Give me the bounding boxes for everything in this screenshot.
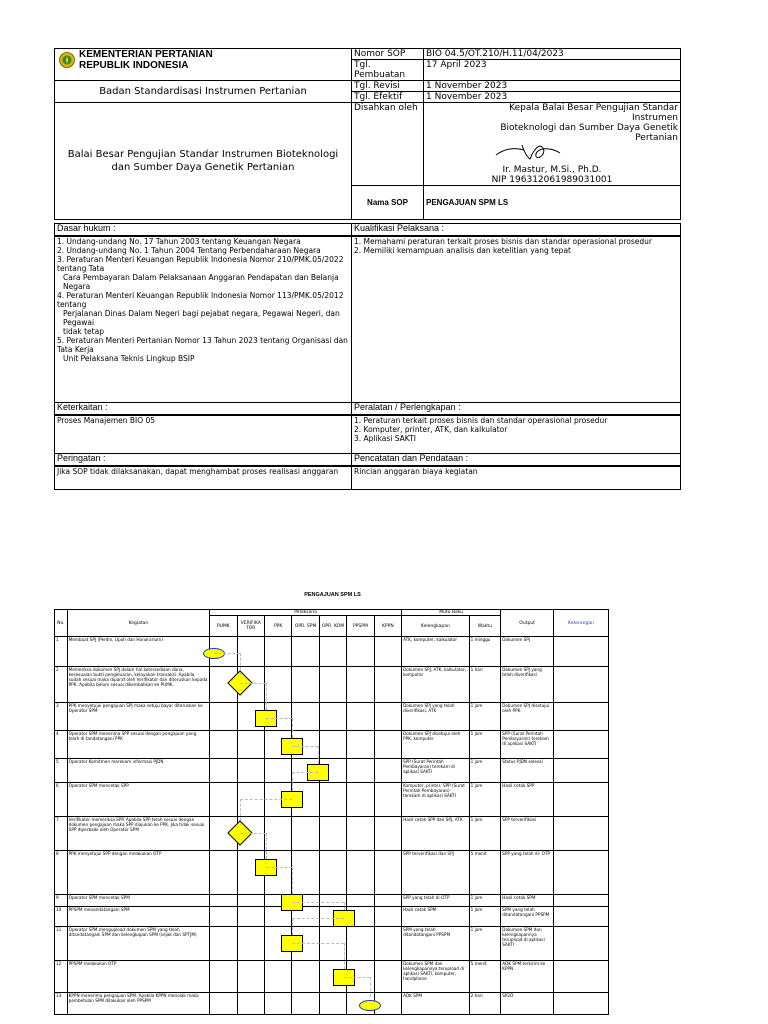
step-output: SPP terverifikasi [501, 817, 554, 851]
step-kelengkapan: Hasil cetak SPM [402, 907, 470, 927]
step-number: 3 [55, 703, 68, 731]
actor-lane-cell [264, 993, 291, 1015]
step-kelengkapan: Dokumen SPJ yang telah diverifikasi, ATK [402, 703, 470, 731]
actor-lane-cell [292, 703, 319, 731]
step-number: 13 [55, 993, 68, 1015]
step-output: Dokumen SPJ disetujui oleh PPK [501, 703, 554, 731]
step-keterangan [554, 783, 609, 817]
actor-lane-cell [347, 927, 374, 961]
step-number: 2 [55, 667, 68, 703]
table-row [55, 907, 609, 927]
list-item: 5. Peraturan Menteri Pertanian Nomor 13 Tahun 2023 tentang Organisasi dan Tata Kerja [57, 335, 348, 354]
col-output: Output [501, 610, 554, 637]
actor-lane-cell [347, 731, 374, 759]
value-tgl-efektif: 1 November 2023 [424, 92, 681, 103]
actor-lane-cell [264, 851, 291, 895]
actor-lane-cell [347, 703, 374, 731]
actor-lane-cell [210, 703, 237, 731]
list-item: 1. Undang-undang No. 17 Tahun 2003 tentang Keuangan Negara [57, 236, 301, 246]
keterkaitan-title: Keterkaitan : [55, 403, 352, 415]
list-item: 2. Memiliki kemampuan analisis dan ketelitian yang tepat [354, 245, 571, 255]
step-kegiatan: PPSPM menandatangani SPM [67, 907, 209, 927]
col-actor: PUMK [210, 616, 237, 637]
actor-lane-cell [237, 783, 264, 817]
ministry-name-line2: REPUBLIK INDONESIA [79, 60, 189, 71]
step-keterangan [554, 895, 609, 907]
col-group-pelaksana: Pelaksana [210, 610, 402, 616]
actor-lane-cell [374, 993, 401, 1015]
actor-lane-cell [319, 993, 346, 1015]
table-row [55, 895, 609, 907]
col-actor: PPSPM [347, 616, 374, 637]
step-keterangan [554, 667, 609, 703]
step-waktu: 5 menit [469, 961, 501, 993]
step-output: Dokumen SPJ yang telah diverifikasi [501, 667, 554, 703]
ministry-logo-icon [59, 52, 75, 68]
step-keterangan [554, 817, 609, 851]
actor-lane-cell [292, 851, 319, 895]
step-keterangan [554, 731, 609, 759]
step-output: SPP yang telah di- OTP [501, 851, 554, 895]
actor-lane-cell [237, 817, 264, 851]
col-actor: VERIFIKA TOR [237, 616, 264, 637]
actor-lane-cell [210, 907, 237, 927]
list-item: Rincian anggaran biaya kegiatan [354, 466, 478, 476]
unit-name-line2: dan Sumber Daya Genetik Pertanian [111, 162, 295, 173]
flow-title: PENGAJUAN SPM LS [304, 592, 361, 598]
step-output: Status PJDN selesai [501, 759, 554, 783]
step-number: 10 [55, 907, 68, 927]
col-kelengkapan: Kelengkapan [402, 616, 470, 637]
step-keterangan [554, 851, 609, 895]
col-actor: OPR. SPM [292, 616, 319, 637]
list-item: tidak tetap [63, 326, 104, 336]
actor-lane-cell [210, 895, 237, 907]
step-keterangan [554, 759, 609, 783]
actor-lane-cell [237, 703, 264, 731]
actor-lane-cell [374, 927, 401, 961]
actor-lane-cell [374, 783, 401, 817]
col-group-mutu: Mutu Baku [402, 610, 501, 616]
actor-lane-cell [374, 961, 401, 993]
actor-lane-cell [374, 851, 401, 895]
step-keterangan [554, 907, 609, 927]
list-item: Cara Pembayaran Dalam Pelaksanaan Anggaran Pendapatan dan Belanja Negara [63, 272, 339, 291]
list-item: 2. Komputer, printer, ATK, dan kalkulator [354, 424, 508, 434]
actor-lane-cell [374, 817, 401, 851]
actor-lane-cell [210, 759, 237, 783]
actor-lane-cell [292, 731, 319, 759]
flow-table [54, 609, 609, 1015]
actor-lane-cell [237, 993, 264, 1015]
actor-lane-cell [210, 731, 237, 759]
step-number: 11 [55, 927, 68, 961]
step-output: Hasil cetak SPM [501, 895, 554, 907]
table-row [55, 637, 609, 667]
list-item: 1. Peraturan terkait proses bisnis dan standar operasional prosedur [354, 415, 608, 425]
table-row [55, 667, 609, 703]
step-waktu: 1 hari [469, 667, 501, 703]
actor-lane-cell [210, 783, 237, 817]
table-row [55, 783, 609, 817]
step-kelengkapan: Dokumen SPJ, ATK, kalkulator, komputer [402, 667, 470, 703]
actor-lane-cell [347, 961, 374, 993]
actor-lane-cell [210, 961, 237, 993]
actor-lane-cell [319, 731, 346, 759]
actor-lane-cell [210, 667, 237, 703]
step-kelengkapan: Dokumen SPJ disetujui oleh PPK, komputer [402, 731, 470, 759]
list-item: 4. Peraturan Menteri Keuangan Republik Indonesia Nomor 113/PMK.05/2012 tentang [57, 290, 344, 309]
step-kelengkapan: Hasil cetak SPP dan SPJ, ATK [402, 817, 470, 851]
sop-sections-table [54, 223, 681, 490]
step-keterangan [554, 927, 609, 961]
step-waktu: 1 jam [469, 907, 501, 927]
table-row [55, 961, 609, 993]
step-keterangan [554, 637, 609, 667]
actor-lane-cell [237, 667, 264, 703]
step-kegiatan: Operator SPM mencetak SPM [67, 895, 209, 907]
actor-lane-cell [292, 637, 319, 667]
step-kegiatan: Operator SPM menerima SPP sesuai dengan pengajuan yang telah di tandatangani PPK [67, 731, 209, 759]
ministry-name-line1: KEMENTERIAN PERTANIAN [79, 49, 213, 60]
step-kegiatan: PPK menyetujui pengajuan SPJ maka setuju bayar diteruskan ke Operator SPM [67, 703, 209, 731]
actor-lane-cell [237, 637, 264, 667]
actor-lane-cell [374, 907, 401, 927]
step-kegiatan: Membuat SPJ (Perdin, Upah dan Honorarium) [67, 637, 209, 667]
step-waktu: 1 jam [469, 759, 501, 783]
dasar-hukum-title: Dasar hukum : [55, 224, 352, 236]
actor-lane-cell [347, 637, 374, 667]
table-row [55, 927, 609, 961]
list-item: 2. Undang-undang No. 1 Tahun 2004 Tentang Perbendaharaan Negara [57, 245, 321, 255]
list-item: 3. Peraturan Menteri Keuangan Republik Indonesia Nomor 210/PMK.05/2022 tentang Tata [57, 254, 344, 273]
step-waktu: 1 minggu [469, 637, 501, 667]
actor-lane-cell [319, 895, 346, 907]
col-actor: OPR. KOM [319, 616, 346, 637]
table-row [55, 817, 609, 851]
signature-image [494, 141, 564, 163]
step-waktu: 1 jam [469, 927, 501, 961]
step-kelengkapan: Dokumen SPM dan kelengkapannya terupload di aplikasi SAKTI, komputer, handphone [402, 961, 470, 993]
peringatan-list [55, 466, 352, 490]
signer-title-line2: Instrumen [632, 113, 678, 123]
actor-lane-cell [237, 731, 264, 759]
actor-lane-cell [319, 783, 346, 817]
col-actor: PPK [264, 616, 291, 637]
step-number: 7 [55, 817, 68, 851]
peralatan-title: Peralatan / Perlengkapan : [352, 403, 681, 415]
step-waktu: 1 jam [469, 703, 501, 731]
step-kelengkapan: ADK SPM [402, 993, 470, 1015]
actor-lane-cell [319, 907, 346, 927]
actor-lane-cell [264, 703, 291, 731]
list-item: Perjalanan Dinas Dalam Negeri bagi pejabat negara, Pegawai Negeri, dan Pegawai [63, 308, 340, 327]
actor-lane-cell [292, 817, 319, 851]
list-item: Proses Manajemen BIO 05 [57, 415, 156, 425]
label-tgl-pembuatan: Tgl. Pembuatan [352, 60, 424, 81]
value-tgl-revisi: 1 November 2023 [424, 81, 681, 92]
actor-lane-cell [237, 895, 264, 907]
dasar-hukum-list [55, 236, 352, 403]
list-item: 3. Aplikasi SAKTI [354, 433, 416, 443]
col-actor: KPPN [374, 616, 401, 637]
col-kegiatan: Kegiatan [67, 610, 209, 637]
step-output: Hasil cetak SPP [501, 783, 554, 817]
col-no: No. [55, 610, 68, 637]
signer-cell [424, 103, 681, 186]
step-kegiatan: PPSPM melakukan OTP [67, 961, 209, 993]
list-item: Unit Pelaksana Teknis Lingkup BSIP [63, 353, 195, 363]
kualifikasi-list [352, 236, 681, 403]
step-output: SPM yang telah ditandatangani PPSPM [501, 907, 554, 927]
signer-name: Ir. Mastur, M.Si., Ph.D. [502, 165, 602, 175]
kualifikasi-title: Kualifikasi Pelaksana : [352, 224, 681, 236]
actor-lane-cell [237, 907, 264, 927]
actor-lane-cell [347, 851, 374, 895]
actor-lane-cell [319, 637, 346, 667]
step-keterangan [554, 703, 609, 731]
actor-lane-cell [374, 895, 401, 907]
step-keterangan [554, 993, 609, 1015]
signer-nip: NIP 196312061989031001 [491, 175, 613, 185]
actor-lane-cell [292, 907, 319, 927]
step-waktu: 1 jam [469, 783, 501, 817]
actor-lane-cell [210, 817, 237, 851]
value-nomor-sop: BIO 04.5/OT.210/H.11/04/2023 [424, 49, 681, 60]
actor-lane-cell [264, 783, 291, 817]
actor-lane-cell [264, 817, 291, 851]
actor-lane-cell [319, 667, 346, 703]
actor-lane-cell [374, 637, 401, 667]
list-item: Jika SOP tidak dilaksanakan, dapat menghambat proses realisasi anggaran [57, 466, 339, 476]
actor-lane-cell [292, 667, 319, 703]
step-waktu: 1 jam [469, 731, 501, 759]
step-number: 1 [55, 637, 68, 667]
actor-lane-cell [374, 703, 401, 731]
step-kegiatan: Operator SPM mencetak SPP [67, 783, 209, 817]
step-number: 8 [55, 851, 68, 895]
label-disahkan: Disahkan oleh [352, 103, 424, 186]
step-kelengkapan: SPP yang telah di-OTP [402, 895, 470, 907]
actor-lane-cell [264, 731, 291, 759]
actor-lane-cell [237, 961, 264, 993]
pencatatan-title: Pencatatan dan Pendataan : [352, 454, 681, 466]
step-kelengkapan: SPP (Surat Perintah Pembayaran) terekam di aplikasi SAKTI [402, 759, 470, 783]
unit-name-line1: Balai Besar Pengujian Standar Instrumen Bioteknologi [67, 149, 339, 160]
step-kelengkapan: SPM yang telah ditandatangani PPSPM [402, 927, 470, 961]
actor-lane-cell [264, 637, 291, 667]
actor-lane-cell [264, 895, 291, 907]
actor-lane-cell [210, 993, 237, 1015]
step-kegiatan: Operator Komitmen merekam informasi PJDN [67, 759, 209, 783]
pencatatan-list [352, 466, 681, 490]
actor-lane-cell [347, 817, 374, 851]
table-row [55, 703, 609, 731]
actor-lane-cell [347, 993, 374, 1015]
col-keterangan: Keterangan [554, 610, 609, 637]
signer-title-line4: Pertanian [635, 133, 678, 143]
step-kelengkapan: Komputer, printer, SPP (Surat Perintah Pembayaran) terekam di aplikasi SAKTI [402, 783, 470, 817]
sop-header-table [54, 48, 681, 220]
step-output: SPP (Surat Perintah Pembayaran) terekam di aplikasi SAKTI [501, 731, 554, 759]
step-output: Dokumen SPM dan kelengkapannya terupload di aplikasi SAKTI [501, 927, 554, 961]
peringatan-title: Peringatan : [55, 454, 352, 466]
keterkaitan-list [55, 415, 352, 454]
step-kegiatan: KPPN menerima pengajuan SPM. Apabila KPPN menolak maka pembetulan SPM dilakukan oleh PPSPM [67, 993, 209, 1015]
actor-lane-cell [319, 703, 346, 731]
step-waktu: 1 jam [469, 817, 501, 851]
actor-lane-cell [374, 759, 401, 783]
table-row [55, 851, 609, 895]
actor-lane-cell [347, 759, 374, 783]
step-kegiatan: PPK menyetujui SPP dengan melakukan OTP [67, 851, 209, 895]
signer-title-line1: Kepala Balai Besar Pengujian Standar [509, 103, 678, 113]
value-tgl-pembuatan: 17 April 2023 [424, 60, 681, 81]
actor-lane-cell [264, 907, 291, 927]
label-tgl-revisi: Tgl. Revisi [352, 81, 424, 92]
actor-lane-cell [319, 927, 346, 961]
list-item: 1. Memahami peraturan terkait proses bisnis dan standar operasional prosedur [354, 236, 652, 246]
ministry-cell [55, 49, 352, 81]
actor-lane-cell [347, 895, 374, 907]
unit-name-cell [55, 103, 352, 220]
actor-lane-cell [374, 667, 401, 703]
actor-lane-cell [347, 783, 374, 817]
table-row [55, 759, 609, 783]
actor-lane-cell [292, 993, 319, 1015]
step-number: 9 [55, 895, 68, 907]
actor-lane-cell [264, 667, 291, 703]
step-keterangan [554, 961, 609, 993]
step-output: Dokumen SPJ [501, 637, 554, 667]
actor-lane-cell [319, 851, 346, 895]
step-number: 12 [55, 961, 68, 993]
step-kegiatan: Verifikator memeriksa SPP. Apabila SPP telah sesuai dengan dokumen pengajuan maka SPP diajukan ke PPK. Jika tidak sesuai SPP diperbaiki oleh Operator SPM [67, 817, 209, 851]
actor-lane-cell [292, 961, 319, 993]
actor-lane-cell [210, 927, 237, 961]
step-output: SP2D [501, 993, 554, 1015]
actor-lane-cell [292, 783, 319, 817]
actor-lane-cell [237, 851, 264, 895]
value-nama-sop: PENGAJUAN SPM LS [424, 186, 681, 220]
step-output: ADK SPM terkirim ke KPPN [501, 961, 554, 993]
step-kegiatan: Operator SPM mengupload dokumen SPM yang telah ditandatangani SPM dan kelengkapan SPM (sejak dan SPTJM) [67, 927, 209, 961]
actor-lane-cell [237, 927, 264, 961]
label-nomor-sop: Nomor SOP [352, 49, 424, 60]
peralatan-list [352, 415, 681, 454]
agency-name: Badan Standardisasi Instrumen Pertanian [55, 81, 352, 103]
step-waktu: 2 hari [469, 993, 501, 1015]
actor-lane-cell [374, 731, 401, 759]
step-kelengkapan: ATK, komputer, kalkulator [402, 637, 470, 667]
table-row [55, 993, 609, 1015]
step-kelengkapan: SPP terverifikasi dan SPJ [402, 851, 470, 895]
step-waktu: 1 jam [469, 895, 501, 907]
actor-lane-cell [237, 759, 264, 783]
actor-lane-cell [319, 817, 346, 851]
actor-lane-cell [264, 759, 291, 783]
signer-title-line3: Bioteknologi dan Sumber Daya Genetik [500, 123, 678, 133]
step-waktu: 5 menit [469, 851, 501, 895]
step-number: 4 [55, 731, 68, 759]
actor-lane-cell [347, 907, 374, 927]
actor-lane-cell [347, 667, 374, 703]
actor-lane-cell [210, 851, 237, 895]
col-waktu: Waktu [469, 616, 501, 637]
actor-lane-cell [210, 637, 237, 667]
actor-lane-cell [319, 759, 346, 783]
step-number: 5 [55, 759, 68, 783]
label-nama-sop: Nama SOP [352, 186, 424, 220]
actor-lane-cell [319, 961, 346, 993]
actor-lane-cell [292, 927, 319, 961]
label-tgl-efektif: Tgl. Efektif [352, 92, 424, 103]
step-number: 6 [55, 783, 68, 817]
actor-lane-cell [264, 961, 291, 993]
actor-lane-cell [292, 895, 319, 907]
table-row [55, 731, 609, 759]
actor-lane-cell [264, 927, 291, 961]
step-kegiatan: Memeriksa dokumen SPJ dalam hal ketersediaan dana, kesesuaian bukti pengeluaran, kelayakan transaksi. Apabila sudah sesuai maka diparaf oleh Verifikator dan diteruskan kepada PPK. Apabila belum sesuai dikembalikan ke PUMK. [67, 667, 209, 703]
actor-lane-cell [292, 759, 319, 783]
